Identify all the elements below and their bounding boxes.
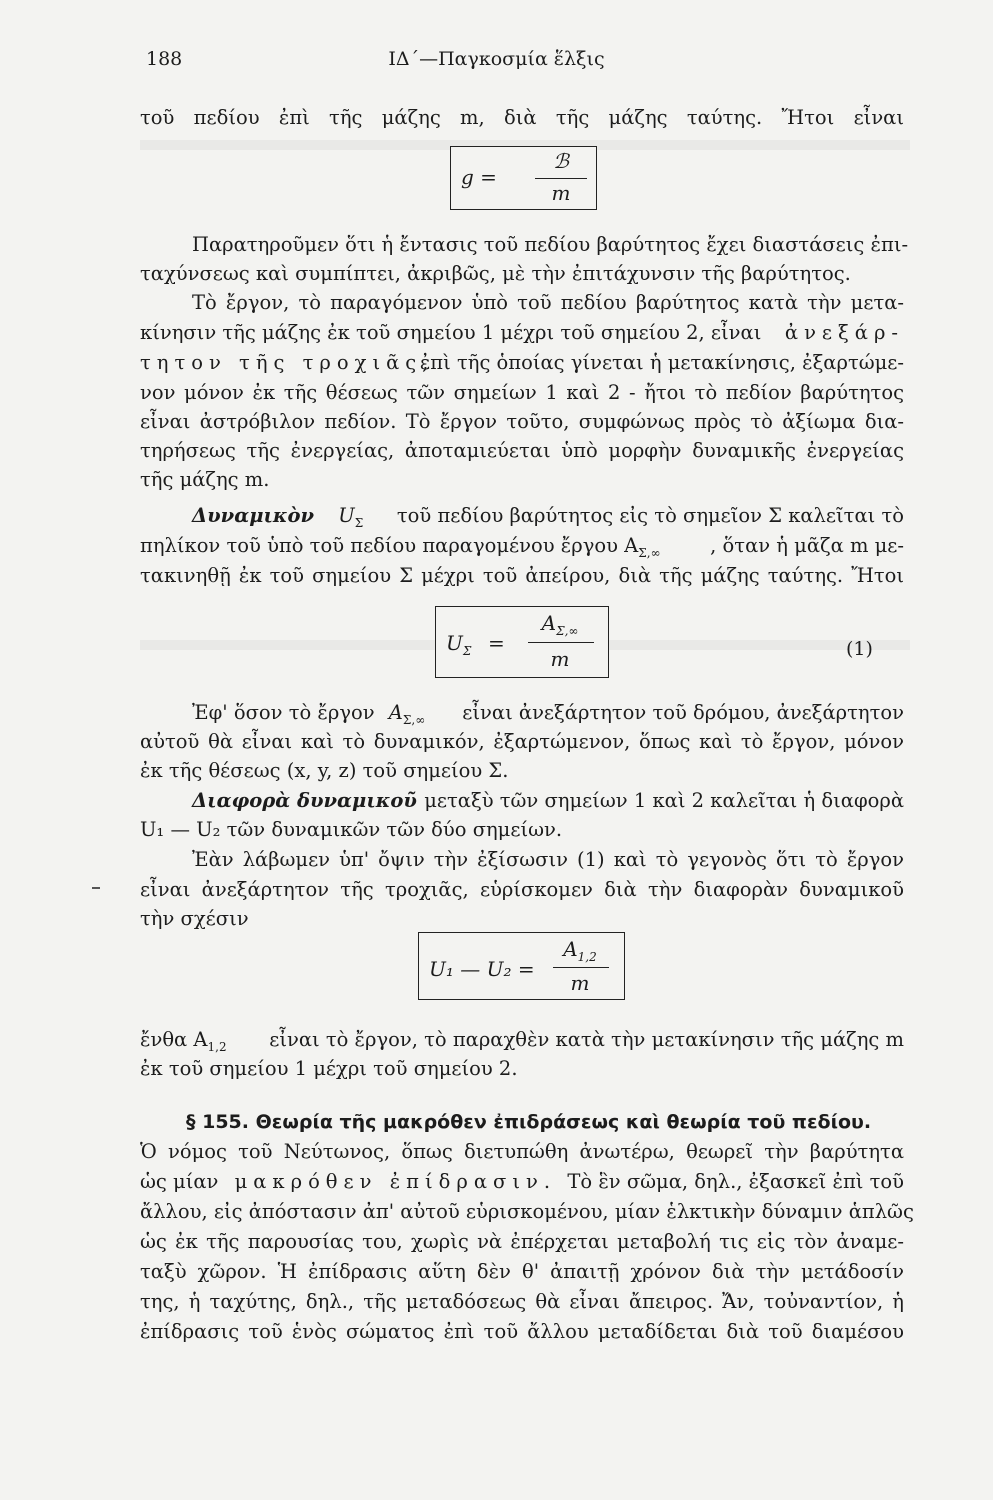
text-line: ὡς ἐκ τῆς παρουσίας του, χωρὶς νὰ ἐπέρχεται μεταβολή τις εἰς τὸν ἀναμε- — [140, 1230, 904, 1253]
subscript: Σ — [462, 644, 472, 658]
symbol-U: U — [446, 631, 463, 655]
formula-numerator — [532, 611, 588, 638]
text-line: Ἐὰν λάβωμεν ὑπ' ὄψιν τὴν ἐξίσωσιν (1) καὶ τὸ γεγονὸς ὅτι τὸ ἔργον — [192, 848, 904, 871]
spaced-text: μακρόθεν ἐπίδρασιν. — [234, 1170, 557, 1193]
margin-mark — [92, 887, 100, 889]
text-segment: κίνησιν τῆς μάζης ἐκ τοῦ σημείου 1 μέχρι τοῦ σημείου 2, εἶναι — [140, 321, 762, 344]
text-line — [140, 791, 904, 811]
text-line: ἐκ τοῦ σημείου 1 μέχρι τοῦ σημείου 2. — [140, 1057, 518, 1080]
text-line — [140, 506, 904, 529]
running-title: ΙΔ΄—Παγκοσμία ἕλξις — [388, 48, 605, 70]
subscript: 1,2 — [577, 950, 597, 964]
text-line: τοῦ πεδίου ἐπὶ τῆς μάζης m, διὰ τῆς μάζης ταύτης. Ἤτοι εἶναι — [140, 106, 904, 129]
symbol-A: A — [541, 611, 557, 635]
formula-numerator — [555, 937, 605, 964]
symbol-U: U — [338, 504, 355, 527]
formula-difference-box — [418, 932, 625, 1000]
text-line: ἐκ τῆς θέσεως (x, y, z) τοῦ σημείου Σ. — [140, 759, 509, 782]
page-number: 188 — [146, 48, 183, 70]
text-line: της, ἡ ταχύτης, δηλ., τῆς μεταδόσεως θὰ εἶναι ἄπειρος. Ἄν, τοὐναντίον, ἡ — [140, 1290, 904, 1313]
fraction-bar — [528, 642, 594, 643]
text-segment: Τὸ ἓν σῶμα, δηλ., ἐξασκεῖ ἐπὶ τοῦ — [567, 1170, 904, 1193]
text-line — [140, 703, 904, 726]
subscript: Σ,∞ — [402, 712, 426, 727]
text-line — [140, 536, 904, 559]
subscript: 1,2 — [207, 1039, 227, 1054]
equals-sign: = — [488, 631, 505, 655]
text-segment: τοῦ πεδίου βαρύτητος εἰς τὸ σημεῖον Σ καλεῖται τὸ — [396, 504, 904, 527]
text-line: τακινηθῇ ἐκ τοῦ σημείου Σ μέχρι τοῦ ἀπείρου, διὰ τῆς μάζης ταύτης. Ἤτοι — [140, 564, 904, 587]
section-heading: § 155. Θεωρία τῆς μακρόθεν ἐπιδράσεως καὶ θεωρία τοῦ πεδίου. — [186, 1111, 872, 1133]
text-line: Ὁ νόμος τοῦ Νεύτωνος, ὅπως διετυπώθη ἀνωτέρω, θεωρεῖ τὴν βαρύτητα — [140, 1140, 904, 1163]
text-segment: , ὅταν ἡ μᾶζα m με- — [710, 534, 904, 557]
text-segment: πηλίκον τοῦ ὑπὸ τοῦ πεδίου παραγομένου ἔργου A — [140, 534, 639, 557]
formula-denominator: m — [570, 971, 590, 995]
text-line: τὴν σχέσιν — [140, 907, 249, 930]
formula-numerator: ℬ — [553, 149, 569, 173]
fraction-bar — [553, 967, 609, 968]
text-line: ἄλλου, εἰς ἀπόστασιν ἀπ' αὐτοῦ εὑρισκομένου, μίαν ἑλκτικὴν δύναμιν ἁπλῶς — [140, 1200, 914, 1223]
text-segment: ἔνθα A — [140, 1028, 208, 1051]
text-line: ἐπίδρασις τοῦ ἑνὸς σώματος ἐπὶ τοῦ ἄλλου μεταδίδεται διὰ τοῦ διαμέσου — [140, 1320, 904, 1343]
text-segment: ἐπὶ τῆς ὁποίας γίνεται ἡ μετακίνησις, ἐξαρτώμε- — [419, 351, 904, 374]
text-segment: Ἐφ' ὅσον τὸ ἔργον — [192, 701, 375, 724]
spaced-text: τητον τῆς τροχιᾶς, — [140, 351, 435, 374]
text-line: Τὸ ἔργον, τὸ παραγόμενον ὑπὸ τοῦ πεδίου βαρύτητος κατὰ τὴν μετα- — [192, 291, 904, 314]
text-line: ταχύνσεως καὶ συμπίπτει, ἀκριβῶς, μὲ τὴν ἐπιτάχυνσιν τῆς βαρύτητος. — [140, 262, 851, 285]
text-line: εἶναι ἀνεξάρτητον τῆς τροχιᾶς, εὑρίσκομεν διὰ τὴν διαφορὰν δυναμικοῦ — [140, 878, 904, 901]
spaced-text: ἀνεξάρ- — [784, 321, 904, 344]
text-line: U₁ — U₂ τῶν δυναμικῶν τῶν δύο σημείων. — [140, 818, 563, 841]
text-line — [140, 1172, 904, 1192]
formula-potential-box — [435, 606, 609, 678]
formula-lhs: U₁ — U₂ = — [429, 957, 535, 981]
text-segment: εἶναι ἀνεξάρτητον τοῦ δρόμου, ἀνεξάρτητον — [462, 701, 904, 724]
equation-number: (1) — [846, 638, 873, 660]
text-segment: μεταξὺ τῶν σημείων 1 καὶ 2 καλεῖται ἡ διαφορὰ — [424, 789, 904, 812]
text-line: τηρήσεως τῆς ἐνεργείας, ἀποταμιεύεται ὑπὸ μορφὴν δυναμικῆς ἐνεργείας — [140, 439, 904, 462]
text-line — [140, 1030, 904, 1053]
text-line: ταξὺ χῶρον. Ἡ ἐπίδρασις αὕτη δὲν θ' ἀπαιτῇ χρόνον διὰ τὴν μετάδοσίν — [140, 1260, 904, 1283]
text-segment: εἶναι τὸ ἔργον, τὸ παραχθὲν κατὰ τὴν μετακίνησιν τῆς μάζης m — [269, 1028, 904, 1051]
formula-lhs — [446, 631, 471, 658]
text-line: Παρατηροῦμεν ὅτι ἡ ἔντασις τοῦ πεδίου βαρύτητος ἔχει διαστάσεις ἐπι- — [192, 233, 909, 256]
subscript: Σ,∞ — [556, 624, 579, 638]
subscript: Σ,∞ — [638, 545, 661, 560]
formula-denominator: m — [550, 647, 570, 671]
text-segment: ὡς μίαν — [140, 1170, 219, 1193]
text-line: αὐτοῦ θὰ εἶναι καὶ τὸ δυναμικόν, ἐξαρτώμενον, ὅπως καὶ τὸ ἔργον, μόνον — [140, 730, 904, 753]
formula-lhs: g = — [461, 165, 497, 189]
text-line — [140, 323, 904, 343]
text-line: νον μόνον ἐκ τῆς θέσεως τῶν σημείων 1 καὶ 2 - ἤτοι τὸ πεδίον βαρύτητος — [140, 381, 904, 404]
formula-g-box — [450, 146, 597, 210]
formula-denominator: m — [551, 181, 571, 205]
subscript: Σ — [354, 515, 364, 530]
fraction-bar — [535, 178, 587, 179]
text-line: τῆς μάζης m. — [140, 468, 270, 491]
term-potential-difference: Διαφορὰ δυναμικοῦ — [192, 789, 417, 812]
term-dynamikon: Δυναμικὸν — [192, 504, 315, 527]
text-line: εἶναι ἀστρόβιλον πεδίον. Τὸ ἔργον τοῦτο, συμφώνως πρὸς τὸ ἀξίωμα δια- — [140, 410, 904, 433]
symbol-A: A — [388, 701, 403, 724]
text-line — [140, 353, 904, 373]
symbol-A: A — [563, 937, 578, 961]
